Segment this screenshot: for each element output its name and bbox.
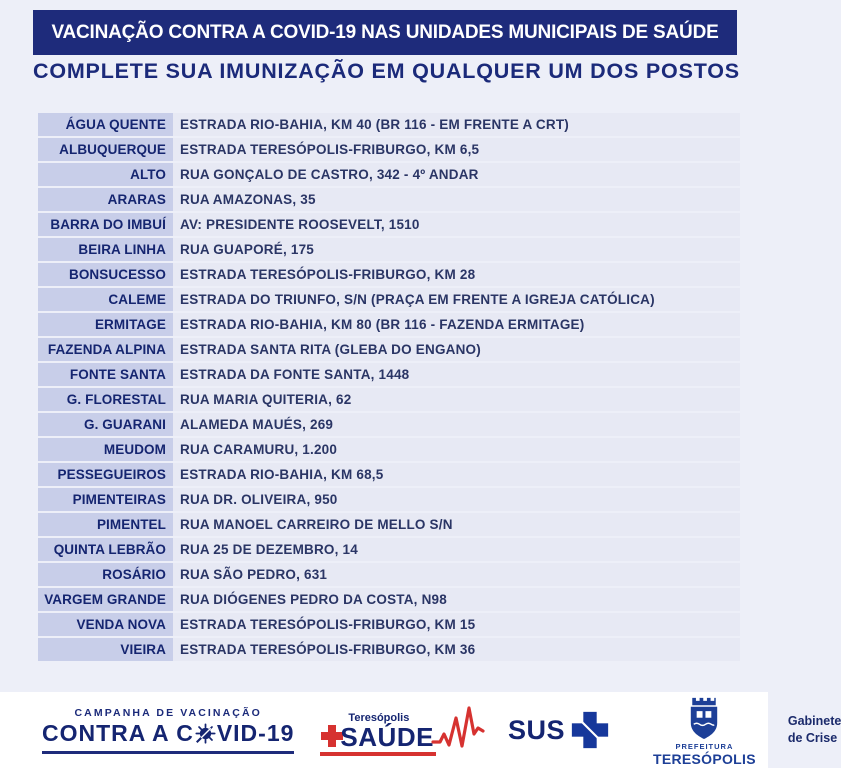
saude-city-label: Teresópolis [348,712,410,725]
table-row [38,238,740,261]
page-subtitle: COMPLETE SUA IMUNIZAÇÃO EM QUALQUER UM DOS POSTOS [33,59,740,83]
post-name-cell: ARARAS [38,188,173,211]
post-address-cell: ESTRADA TERESÓPOLIS-FRIBURGO, KM 28 [173,263,740,286]
table-row [38,538,740,561]
post-address-cell: RUA 25 DE DEZEMBRO, 14 [173,538,740,561]
sus-wordmark: SUS [507,714,565,745]
table-row [38,488,740,511]
post-name-cell: G. FLORESTAL [38,388,173,411]
post-name-cell: ÁGUA QUENTE [38,113,173,136]
post-address-cell: AV: PRESIDENTE ROOSEVELT, 1510 [173,213,740,236]
prefeitura-teresopolis-logo [653,693,756,767]
post-address-cell: ESTRADA TERESÓPOLIS-FRIBURGO, KM 15 [173,613,740,636]
table-row [38,138,740,161]
table-row [38,263,740,286]
table-row [38,188,740,211]
post-name-cell: VARGEM GRANDE [38,588,173,611]
footer-logos [0,692,841,768]
post-name-cell: BARRA DO IMBUÍ [38,213,173,236]
post-address-cell: RUA DIÓGENES PEDRO DA COSTA, N98 [173,588,740,611]
post-name-cell: ROSÁRIO [38,563,173,586]
campaign-tagline: CAMPANHA DE VACINAÇÃO [74,706,262,719]
post-address-cell: ALAMEDA MAUÉS, 269 [173,413,740,436]
campaign-underline [42,751,294,754]
table-row [38,338,740,361]
covid-prefix: CONTRA A C [42,719,194,746]
post-address-cell: ESTRADA TERESÓPOLIS-FRIBURGO, KM 36 [173,638,740,661]
table-row [38,163,740,186]
table-row [38,313,740,336]
post-name-cell: FONTE SANTA [38,363,173,386]
saude-wordmark: SAÚDE [340,722,434,753]
post-name-cell: G. GUARANI [38,413,173,436]
post-address-cell: RUA CARAMURU, 1.200 [173,438,740,461]
campaign-logo [42,707,294,754]
post-address-cell: ESTRADA TERESÓPOLIS-FRIBURGO, KM 6,5 [173,138,740,161]
post-name-cell: BEIRA LINHA [38,238,173,261]
post-name-cell: PIMENTEIRAS [38,488,173,511]
post-address-cell: RUA MANOEL CARREIRO DE MELLO S/N [173,513,740,536]
post-address-cell: RUA SÃO PEDRO, 631 [173,563,740,586]
coat-of-arms-icon [682,693,726,741]
sus-logo [508,709,611,751]
prefeitura-label: PREFEITURA [675,742,734,751]
post-name-cell: VIEIRA [38,638,173,661]
campaign-covid-wordmark [42,720,294,747]
post-address-cell: RUA GONÇALO DE CASTRO, 342 - 4º ANDAR [173,163,740,186]
post-name-cell: PESSEGUEIROS [38,463,173,486]
post-address-cell: ESTRADA RIO-BAHIA, KM 40 (BR 116 - EM FRENTE A CRT) [173,113,740,136]
sus-cross-icon [569,709,611,751]
post-address-cell: RUA DR. OLIVEIRA, 950 [173,488,740,511]
post-name-cell: VENDA NOVA [38,613,173,636]
post-name-cell: PIMENTEL [38,513,173,536]
table-row [38,613,740,636]
table-row [38,588,740,611]
post-name-cell: ALBUQUERQUE [38,138,173,161]
table-row [38,388,740,411]
post-name-cell: BONSUCESSO [38,263,173,286]
gabinete-line2: de Crise [787,731,838,745]
post-name-cell: MEUDOM [38,438,173,461]
post-address-cell: ESTRADA DO TRIUNFO, S/N (PRAÇA EM FRENTE A IGREJA CATÓLICA) [173,288,740,311]
table-row [38,563,740,586]
table-row [38,113,740,136]
post-address-cell: RUA AMAZONAS, 35 [173,188,740,211]
table-row [38,513,740,536]
saude-underline [320,752,436,756]
post-address-cell: ESTRADA SANTA RITA (GLEBA DO ENGANO) [173,338,740,361]
post-address-cell: RUA GUAPORÉ, 175 [173,238,740,261]
teresopolis-saude-logo [320,704,484,756]
covid-suffix: VID-19 [216,719,295,746]
post-address-cell: ESTRADA DA FONTE SANTA, 1448 [173,363,740,386]
table-row [38,638,740,661]
post-name-cell: CALEME [38,288,173,311]
post-name-cell: ALTO [38,163,173,186]
table-row [38,463,740,486]
coronavirus-icon [195,723,216,744]
post-address-cell: RUA MARIA QUITERIA, 62 [173,388,740,411]
gabinete-line1: Gabinete [787,714,841,729]
post-address-cell: ESTRADA RIO-BAHIA, KM 68,5 [173,463,740,486]
table-row [38,363,740,386]
prefeitura-city-label: TERESÓPOLIS [652,751,756,767]
post-address-cell: ESTRADA RIO-BAHIA, KM 80 (BR 116 - FAZENDA ERMITAGE) [173,313,740,336]
health-posts-table [38,113,740,663]
table-row [38,413,740,436]
table-row [38,438,740,461]
post-name-cell: QUINTA LEBRÃO [38,538,173,561]
table-row [38,288,740,311]
page-title: VACINAÇÃO CONTRA A COVID-19 NAS UNIDADES MUNICIPAIS DE SAÚDE [33,10,737,55]
gabinete-de-crise-label [788,713,841,747]
heartbeat-line-icon [432,704,484,750]
table-row [38,213,740,236]
post-name-cell: FAZENDA ALPINA [38,338,173,361]
post-name-cell: ERMITAGE [38,313,173,336]
